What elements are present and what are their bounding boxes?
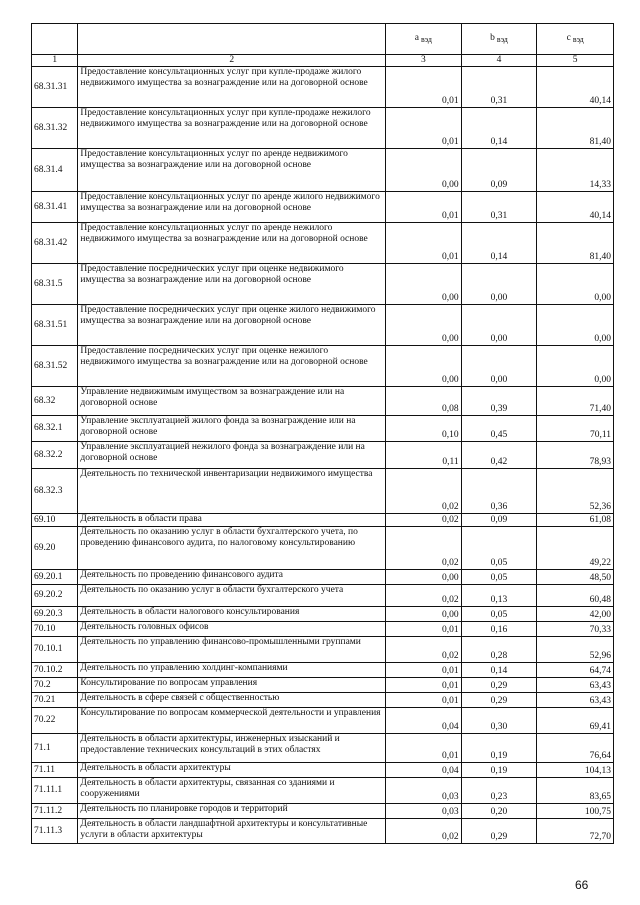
row-value-b: 0,14 [461,663,537,678]
table-row [32,108,614,149]
table-row [32,663,614,678]
row-description: Деятельность в области архитектуры [78,763,386,778]
table-row [32,819,614,844]
row-description: Консультирование по вопросам управления [78,678,386,693]
row-code: 69.20.3 [32,607,78,622]
row-value-c: 40,14 [537,67,614,108]
row-description: Предоставление консультационных услуг по аренде недвижимого имущества за вознаграждение или на договорной основе [78,149,386,192]
row-description: Деятельность по управлению финансово-промышленными группами [78,637,386,663]
table-row [32,527,614,570]
row-code: 71.1 [32,734,78,763]
row-value-b: 0,00 [461,264,537,305]
row-value-c: 60,48 [537,585,614,607]
row-value-c: 49,22 [537,527,614,570]
row-value-a: 0,02 [386,637,462,663]
table-row [32,734,614,763]
table-body [32,67,614,844]
table-row [32,763,614,778]
row-value-b: 0,19 [461,763,537,778]
data-table [31,23,614,844]
row-code: 70.10.2 [32,663,78,678]
row-value-c: 52,96 [537,637,614,663]
row-value-b: 0,05 [461,607,537,622]
row-description: Деятельность по технической инвентаризации недвижимого имущества [78,469,386,514]
row-code: 69.20.1 [32,570,78,585]
row-value-a: 0,00 [386,264,462,305]
row-value-c: 78,93 [537,442,614,469]
header-col1 [32,24,78,55]
row-description: Деятельность в области архитектуры, связанная со зданиями и сооружениями [78,778,386,804]
row-value-b: 0,29 [461,678,537,693]
row-value-b: 0,30 [461,708,537,734]
header-row [32,24,614,55]
row-value-c: 61,08 [537,514,614,527]
row-value-b: 0,29 [461,693,537,708]
row-value-b: 0,31 [461,192,537,223]
table-row [32,708,614,734]
row-value-c: 70,11 [537,416,614,442]
row-value-b: 0,45 [461,416,537,442]
row-value-c: 72,70 [537,819,614,844]
row-value-b: 0,19 [461,734,537,763]
table-row [32,305,614,346]
row-description: Деятельность в области архитектуры, инженерных изысканий и предоставление технических консультаций в этих областях [78,734,386,763]
row-code: 68.31.52 [32,346,78,387]
page-number: 66 [575,878,589,892]
table-row [32,778,614,804]
row-description: Управление недвижимым имуществом за вознаграждение или на договорной основе [78,387,386,416]
row-value-c: 0,00 [537,346,614,387]
row-value-b: 0,20 [461,804,537,819]
row-description: Деятельность головных офисов [78,622,386,637]
table-row [32,514,614,527]
row-value-a: 0,01 [386,734,462,763]
row-description: Предоставление посреднических услуг при оценке жилого недвижимого имущества за вознаграждение или на договорной основе [78,305,386,346]
row-value-c: 63,43 [537,693,614,708]
row-description: Деятельность в области ландшафтной архитектуры и консультативные услуги в области архитектуры [78,819,386,844]
table-row [32,149,614,192]
row-value-c: 63,43 [537,678,614,693]
row-code: 68.31.41 [32,192,78,223]
row-value-b: 0,14 [461,108,537,149]
row-value-c: 83,65 [537,778,614,804]
table-row [32,442,614,469]
row-value-a: 0,00 [386,607,462,622]
row-value-a: 0,01 [386,678,462,693]
table-row [32,607,614,622]
row-value-a: 0,00 [386,570,462,585]
row-value-a: 0,03 [386,778,462,804]
column-number: 3 [386,55,462,67]
row-description: Деятельность по планировке городов и территорий [78,804,386,819]
row-value-c: 64,74 [537,663,614,678]
row-value-c: 0,00 [537,305,614,346]
row-description: Деятельность по управлению холдинг-компаниями [78,663,386,678]
row-value-b: 0,23 [461,778,537,804]
table-row [32,264,614,305]
row-description: Предоставление посреднических услуг при оценке недвижимого имущества за вознаграждение или на договорной основе [78,264,386,305]
row-code: 71.11 [32,763,78,778]
row-value-a: 0,02 [386,527,462,570]
row-value-c: 81,40 [537,108,614,149]
row-value-a: 0,02 [386,819,462,844]
row-value-a: 0,02 [386,585,462,607]
row-value-c: 0,00 [537,264,614,305]
row-value-a: 0,01 [386,223,462,264]
row-code: 71.11.3 [32,819,78,844]
row-code: 68.32.3 [32,469,78,514]
column-number: 1 [32,55,78,67]
row-value-c: 76,64 [537,734,614,763]
row-value-a: 0,03 [386,804,462,819]
header-c-sub: вэд [572,35,584,44]
table-row [32,67,614,108]
table-row [32,570,614,585]
row-value-c: 71,40 [537,387,614,416]
row-description: Консультирование по вопросам коммерческой деятельности и управления [78,708,386,734]
row-value-b: 0,05 [461,570,537,585]
row-value-b: 0,31 [461,67,537,108]
row-code: 69.20 [32,527,78,570]
header-a-letter: a [414,33,420,43]
table-row [32,346,614,387]
row-value-a: 0,00 [386,149,462,192]
row-code: 69.20.2 [32,585,78,607]
row-code: 68.31.5 [32,264,78,305]
row-code: 70.10 [32,622,78,637]
row-value-c: 100,75 [537,804,614,819]
row-code: 71.11.2 [32,804,78,819]
row-description: Деятельность в сфере связей с общественностью [78,693,386,708]
table-row [32,585,614,607]
row-value-b: 0,29 [461,819,537,844]
row-description: Управление эксплуатацией нежилого фонда за вознаграждение или на договорной основе [78,442,386,469]
row-code: 71.11.1 [32,778,78,804]
row-value-c: 69,41 [537,708,614,734]
row-value-c: 104,13 [537,763,614,778]
header-a [386,24,462,55]
row-code: 68.31.32 [32,108,78,149]
row-code: 70.10.1 [32,637,78,663]
row-description: Управление эксплуатацией жилого фонда за вознаграждение или на договорной основе [78,416,386,442]
row-value-a: 0,01 [386,663,462,678]
column-number: 2 [78,55,386,67]
row-value-a: 0,04 [386,708,462,734]
row-value-c: 14,33 [537,149,614,192]
row-code: 70.21 [32,693,78,708]
header-b-sub: вэд [496,35,508,44]
table-row [32,637,614,663]
row-value-b: 0,00 [461,305,537,346]
column-number-row [32,55,614,67]
row-code: 68.32.1 [32,416,78,442]
row-code: 70.2 [32,678,78,693]
table-row [32,192,614,223]
row-code: 68.31.42 [32,223,78,264]
header-col2 [78,24,386,55]
row-value-c: 81,40 [537,223,614,264]
header-c-letter: c [566,33,571,43]
row-value-b: 0,05 [461,527,537,570]
row-value-a: 0,02 [386,469,462,514]
row-value-c: 40,14 [537,192,614,223]
row-value-a: 0,02 [386,514,462,527]
row-value-a: 0,01 [386,108,462,149]
row-value-a: 0,01 [386,693,462,708]
row-code: 68.31.4 [32,149,78,192]
row-description: Предоставление консультационных услуг по аренде нежилого недвижимого имущества за вознаграждение или на договорной основе [78,223,386,264]
row-value-a: 0,01 [386,67,462,108]
row-description: Предоставление консультационных услуг при купле-продаже жилого недвижимого имущества за вознаграждение или на договорной основе [78,67,386,108]
header-b [461,24,537,55]
row-value-b: 0,14 [461,223,537,264]
header-b-letter: b [490,33,495,43]
row-value-b: 0,00 [461,346,537,387]
row-code: 68.32.2 [32,442,78,469]
row-value-a: 0,00 [386,346,462,387]
row-value-b: 0,09 [461,514,537,527]
row-value-c: 42,00 [537,607,614,622]
row-value-b: 0,36 [461,469,537,514]
table-row [32,469,614,514]
table-row [32,622,614,637]
row-value-b: 0,09 [461,149,537,192]
row-value-a: 0,04 [386,763,462,778]
row-value-a: 0,11 [386,442,462,469]
column-number: 4 [461,55,537,67]
row-value-c: 48,50 [537,570,614,585]
row-code: 68.31.31 [32,67,78,108]
row-description: Деятельность по оказанию услуг в области бухгалтерского учета [78,585,386,607]
row-value-a: 0,00 [386,305,462,346]
row-value-b: 0,28 [461,637,537,663]
table-row [32,387,614,416]
row-description: Предоставление посреднических услуг при оценке нежилого недвижимого имущества за вознаграждение или на договорной основе [78,346,386,387]
table-row [32,416,614,442]
row-description: Предоставление консультационных услуг при купле-продаже нежилого недвижимого имущества за вознаграждение или на договорной основе [78,108,386,149]
row-code: 68.32 [32,387,78,416]
row-value-b: 0,16 [461,622,537,637]
row-code: 69.10 [32,514,78,527]
header-c [537,24,614,55]
row-value-a: 0,01 [386,192,462,223]
row-description: Деятельность по оказанию услуг в области бухгалтерского учета, по проведению финансового аудита, по налоговому консультированию [78,527,386,570]
row-description: Предоставление консультационных услуг по аренде жилого недвижимого имущества за вознаграждение или на договорной основе [78,192,386,223]
table-row [32,223,614,264]
row-code: 68.31.51 [32,305,78,346]
row-description: Деятельность по проведению финансового аудита [78,570,386,585]
row-value-c: 52,36 [537,469,614,514]
row-value-c: 70,33 [537,622,614,637]
row-value-b: 0,13 [461,585,537,607]
table-row [32,693,614,708]
row-description: Деятельность в области права [78,514,386,527]
row-value-a: 0,10 [386,416,462,442]
row-code: 70.22 [32,708,78,734]
row-value-b: 0,42 [461,442,537,469]
row-value-b: 0,39 [461,387,537,416]
table-row [32,804,614,819]
row-description: Деятельность в области налогового консультирования [78,607,386,622]
row-value-a: 0,08 [386,387,462,416]
column-number: 5 [537,55,614,67]
table-row [32,678,614,693]
row-value-a: 0,01 [386,622,462,637]
header-a-sub: вэд [421,35,432,44]
